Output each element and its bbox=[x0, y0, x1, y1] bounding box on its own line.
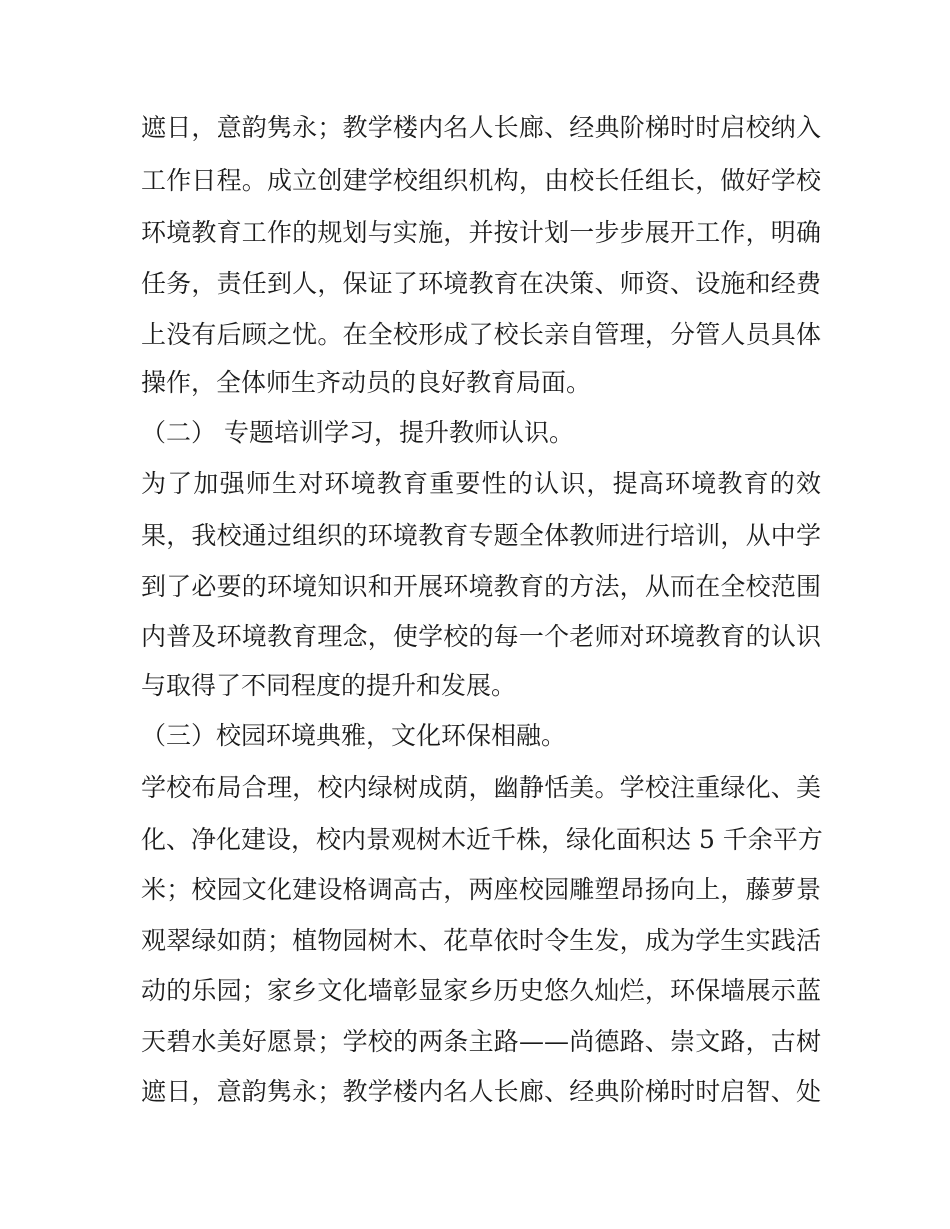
paragraph-line: 上没有后顾之忧。在全校形成了校长亲自管理，分管人员具体 bbox=[141, 320, 821, 349]
paragraph-line: 环境教育工作的规划与实施，并按计划一步步展开工作，明确 bbox=[141, 218, 821, 247]
paragraph-line: 动的乐园；家乡文化墙彰显家乡历史悠久灿烂，环保墙展示蓝 bbox=[141, 976, 821, 1005]
paragraph-line: 遮日，意韵隽永；教学楼内名人长廊、经典阶梯时时启智、处 bbox=[141, 1077, 821, 1106]
paragraph-line: 天碧水美好愿景；学校的两条主路——尚德路、崇文路，古树 bbox=[141, 1027, 821, 1056]
paragraph-line: 操作，全体师生齐动员的良好教育局面。 bbox=[141, 368, 592, 397]
paragraph-line: 观翠绿如荫；植物园树木、花草依时令生发，成为学生实践活 bbox=[141, 926, 821, 955]
paragraph-line: 学校布局合理，校内绿树成荫，幽静恬美。学校注重绿化、美 bbox=[141, 773, 821, 802]
paragraph-line: 工作日程。成立创建学校组织机构，由校长任组长，做好学校 bbox=[141, 166, 821, 195]
paragraph-line: 与取得了不同程度的提升和发展。 bbox=[141, 671, 517, 700]
paragraph-line: 化、净化建设，校内景观树木近千株，绿化面积达 5 千余平方 bbox=[141, 825, 823, 854]
section-heading: （三）校园环境典雅，文化环保相融。 bbox=[141, 721, 567, 750]
paragraph-line: 遮日，意韵隽永；教学楼内名人长廊、经典阶梯时时启校纳入 bbox=[141, 113, 821, 142]
paragraph-line: 米；校园文化建设格调高古，两座校园雕塑昂扬向上，藤萝景 bbox=[141, 875, 821, 904]
section-heading: （二） 专题培训学习，提升教师认识。 bbox=[141, 418, 574, 447]
paragraph-line: 果，我校通过组织的环境教育专题全体教师进行培训，从中学 bbox=[141, 521, 821, 550]
paragraph-line: 内普及环境教育理念，使学校的每一个老师对环境教育的认识 bbox=[141, 622, 821, 651]
paragraph-line: 任务，责任到人，保证了环境教育在决策、师资、设施和经费 bbox=[141, 269, 821, 298]
paragraph-line: 为了加强师生对环境教育重要性的认识，提高环境教育的效 bbox=[141, 469, 821, 498]
paragraph-line: 到了必要的环境知识和开展环境教育的方法，从而在全校范围 bbox=[141, 572, 821, 601]
